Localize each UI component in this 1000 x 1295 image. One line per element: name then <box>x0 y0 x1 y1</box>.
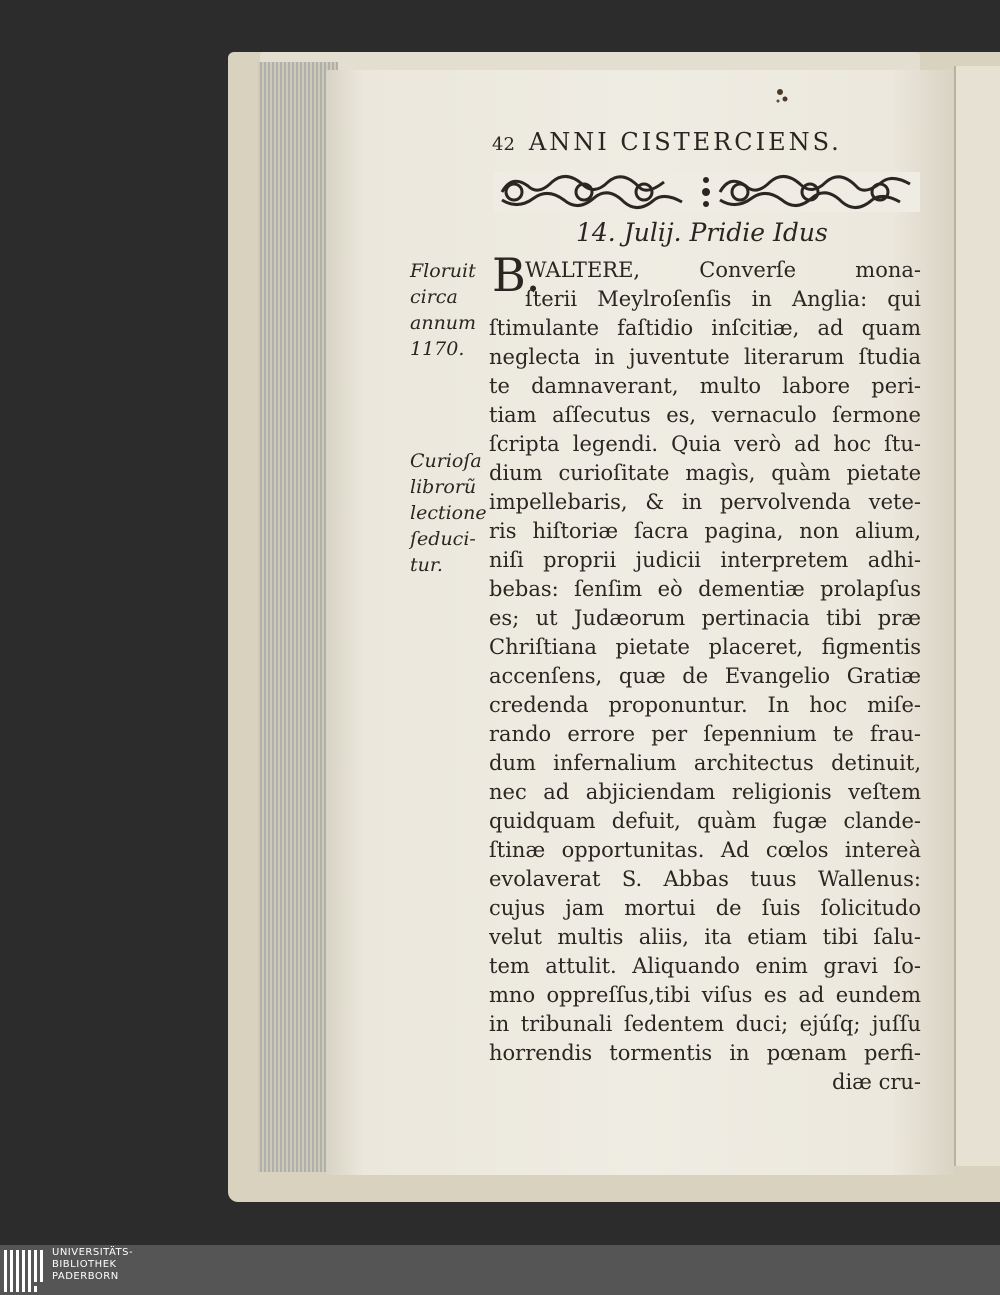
library-name-line: PADERBORN <box>52 1271 119 1282</box>
text-line: Chriſtiana pietate placeret, figmentis <box>489 635 921 659</box>
text-line: te damnaverant, multo labore peri- <box>489 374 921 398</box>
ornamental-band <box>494 170 920 214</box>
text-line: impellebaris, & in pervolvenda vete- <box>489 490 921 514</box>
text-line: horrendis tormentis in pœnam perfi- <box>489 1041 921 1065</box>
text-line: WALTERE, Converſe mona- <box>525 258 921 282</box>
text-line: in tribunali ſedentem duci; ejúſq; juſſu <box>489 1012 921 1036</box>
marginal-note-floruit <box>410 258 476 362</box>
margin-line: Curioſa <box>410 450 482 472</box>
text-line: ſcripta legendi. Quia verò ad hoc ſtu- <box>489 432 921 456</box>
running-head <box>492 128 922 164</box>
text-line: evolaverat S. Abbas tuus Wallenus: <box>489 867 921 891</box>
text-line: neglecta in juventute literarum ſtudia <box>489 345 921 369</box>
text-line: accenſens, quæ de Evangelio Gratiæ <box>489 664 921 688</box>
text-line: ſterii Meylroſenſis in Anglia: qui <box>525 287 921 311</box>
running-head-title: ANNI CISTERCIENS. <box>528 128 842 156</box>
facing-page-edge <box>954 66 1000 1166</box>
margin-line: 1170. <box>410 338 465 360</box>
text-line: dum infernalium architectus detinuit, <box>489 751 921 775</box>
text-line: credenda proponuntur. In hoc miſe- <box>489 693 921 717</box>
library-name-line: UNIVERSITÄTS- <box>52 1247 134 1258</box>
page-number: 42 <box>492 134 515 155</box>
library-name-line: BIBLIOTHEK <box>52 1259 117 1270</box>
library-name <box>52 1247 133 1283</box>
text-line: mno oppreſſus,tibi viſus es ad eundem <box>489 983 921 1007</box>
text-line: tiam aſſecutus es, vernaculo ſermone <box>489 403 921 427</box>
text-line: quidquam defuit, quàm fugæ clande- <box>489 809 921 833</box>
text-line: bebas: ſenſim eò dementiæ prolapſus <box>489 577 921 601</box>
text-line: velut multis aliis, ita etiam tibi ſalu- <box>489 925 921 949</box>
text-line: ſtinæ opportunitas. Ad cœlos intereà <box>489 838 921 862</box>
text-line: dium curioſitate magìs, quàm pietate <box>489 461 921 485</box>
margin-line: annum <box>410 312 477 334</box>
text-line: es; ut Judæorum pertinacia tibi præ <box>489 606 921 630</box>
library-footer <box>0 1245 1000 1295</box>
margin-line: librorũ <box>410 476 477 498</box>
drop-cap: B. <box>492 248 541 302</box>
date-heading: 14. Julij. Pridie Idus <box>576 218 828 247</box>
catchword-line: diæ cru- <box>832 1070 921 1094</box>
text-line: ſtimulante faſtidio inſcitiæ, ad quam <box>489 316 921 340</box>
ink-stain <box>772 86 790 106</box>
text-line: cujus jam mortui de ſuis ſolicitudo <box>489 896 921 920</box>
margin-line: lectione <box>410 502 487 524</box>
body-text <box>489 256 921 1097</box>
text-line: ris hiſtoriæ ſacra pagina, non alium, <box>489 519 921 543</box>
margin-line: circa <box>410 286 458 308</box>
margin-line: tur. <box>410 554 443 576</box>
marginal-note-curiosa <box>410 448 487 578</box>
text-line: nec ad abjiciendam religionis veſtem <box>489 780 921 804</box>
text-line: rando errore per ſepennium te frau- <box>489 722 921 746</box>
margin-line: Floruit <box>410 260 476 282</box>
margin-line: ſeduci- <box>410 528 476 550</box>
text-line: niſi proprii judicii interpretem adhi- <box>489 548 921 572</box>
text-line: tem attulit. Aliquando enim gravi ſo- <box>489 954 921 978</box>
library-logo-icon <box>4 1250 44 1292</box>
